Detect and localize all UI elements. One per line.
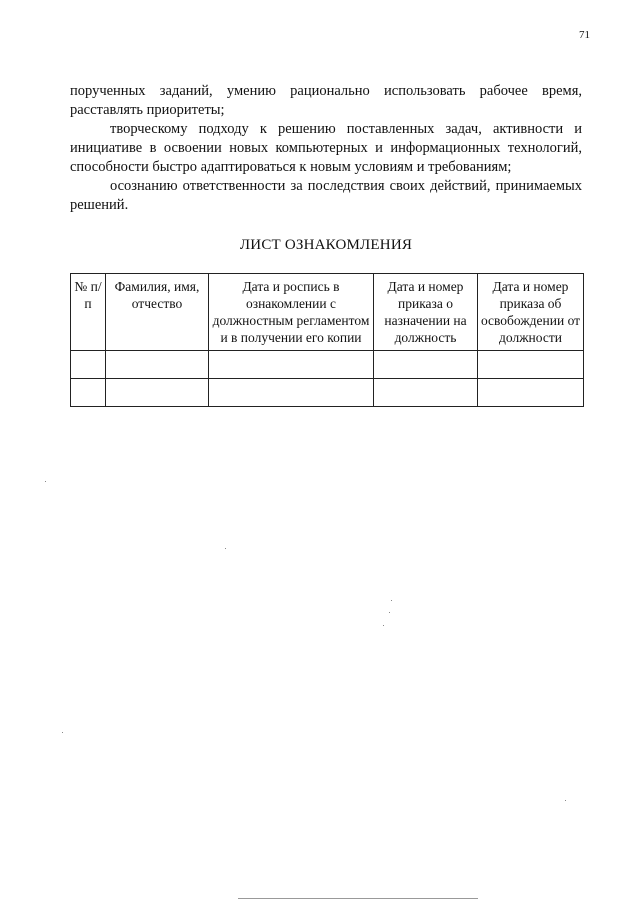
- header-dismissal-order: Дата и номер приказа об освобождении от должности: [478, 274, 584, 351]
- acknowledgement-table: [70, 273, 584, 407]
- table-cell: [374, 351, 478, 379]
- paragraph-continuation: порученных заданий, умению рационально использовать рабочее время, расставлять приоритеты;: [70, 83, 582, 118]
- paragraph-creative-approach: творческому подходу к решению поставленных задач, активности и инициативе в освоении новых компьютерных и информационных технологий, способности быстро адаптироваться к новым условиям и требованиям;: [70, 121, 582, 175]
- table-cell: [71, 379, 106, 407]
- table-cell: [209, 351, 374, 379]
- table-cell: [209, 379, 374, 407]
- table-cell: [106, 379, 209, 407]
- scan-speck: [62, 732, 63, 733]
- table-cell: [478, 351, 584, 379]
- header-full-name: Фамилия, имя, отчество: [106, 274, 209, 351]
- table-cell: [478, 379, 584, 407]
- table-row: [71, 351, 584, 379]
- scan-speck: [389, 612, 390, 613]
- table-cell: [71, 351, 106, 379]
- sheet-title: ЛИСТ ОЗНАКОМЛЕНИЯ: [239, 237, 413, 253]
- body-text: [70, 82, 582, 215]
- scan-speck: [383, 625, 384, 626]
- scan-speck: [565, 800, 566, 801]
- header-number: № п/п: [71, 274, 106, 351]
- table-cell: [106, 351, 209, 379]
- header-signature-date: Дата и роспись в ознакомлении с должностным регламентом и в получении его копии: [209, 274, 374, 351]
- page-number: 71: [579, 29, 590, 41]
- scan-speck: [391, 600, 392, 601]
- header-appointment-order: Дата и номер приказа о назначении на должность: [374, 274, 478, 351]
- table-cell: [374, 379, 478, 407]
- scan-speck: [225, 548, 226, 549]
- table-row: [71, 379, 584, 407]
- table-header-row: [71, 274, 584, 351]
- paragraph-responsibility: осознанию ответственности за последствия своих действий, принимаемых решений.: [70, 178, 582, 213]
- scan-speck: [45, 481, 46, 482]
- scan-line: [238, 898, 478, 899]
